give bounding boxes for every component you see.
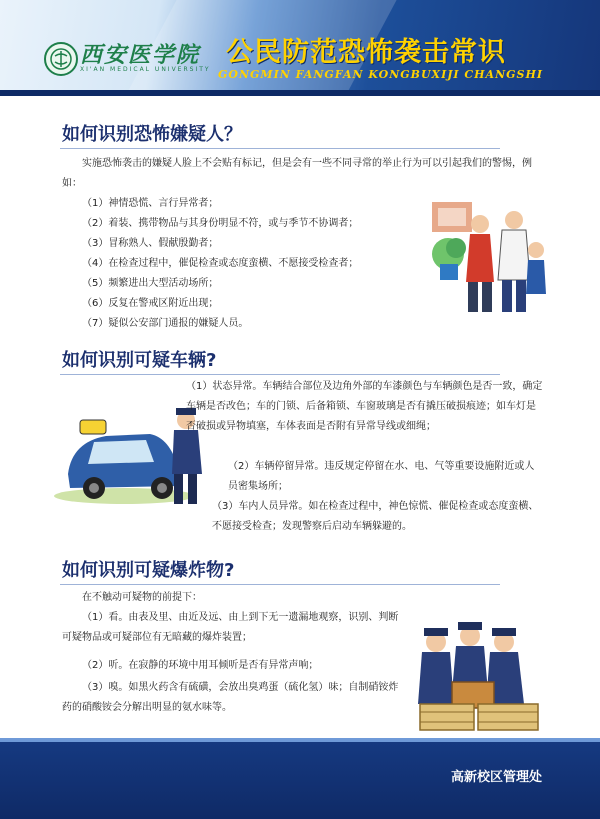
section2-item-2 — [228, 457, 544, 497]
section1-divider — [60, 148, 500, 149]
footer-bar — [0, 738, 600, 819]
university-seal-icon — [44, 42, 78, 76]
section3-item-1 — [62, 608, 402, 648]
section2-divider — [60, 374, 500, 375]
school-name: 西安医学院 — [80, 42, 201, 68]
section1-list — [82, 194, 412, 334]
section3-item-2 — [62, 656, 402, 676]
section3-item-3 — [62, 678, 402, 718]
list-item: （2）着装、携带物品与其身份明显不符，或与季节不协调者； — [82, 218, 359, 229]
list-item: （3）车内人员异常。如在检查过程中，神色惊慌、催促检查或态度蛮横、不愿接受检查；发现警察后启动车辆躲避的。 — [212, 501, 539, 532]
school-name-english: XI'AN MEDICAL UNIVERSITY — [80, 66, 211, 73]
list-item: （3）冒称熟人、假献殷勤者； — [82, 238, 219, 249]
section2-item-3 — [212, 497, 544, 537]
list-item: （1）神情恐慌、言行异常者； — [82, 198, 219, 209]
explosive-inspection-illustration — [400, 612, 550, 734]
suspect-illustration — [418, 190, 548, 318]
section1-title: 如何识别恐怖嫌疑人？ — [62, 124, 242, 145]
page-title: 公民防范恐怖袭击常识 — [226, 37, 506, 68]
list-item: （2）听。在寂静的环境中用耳倾听是否有异常声响； — [82, 660, 319, 671]
section2-item-1 — [186, 377, 544, 437]
list-item: （1）状态异常。车辆结合部位及边角外部的车漆颜色与车辆颜色是否一致，确定车辆是否改色；车的门锁、后备箱锁、车窗玻璃是否有撬压破损痕迹；如车灯是否破损或异物填塞，车体表面是否附有异常导线或细绳； — [186, 381, 543, 432]
list-item: （2）车辆停留异常。违反规定停留在水、电、气等重要设施附近或人员密集场所； — [228, 461, 535, 492]
list-item: （1）看。由表及里、由近及远、由上到下无一遗漏地观察，识别、判断可疑物品或可疑部位有无暗藏的爆炸装置； — [62, 612, 399, 643]
footer-department: 高新校区管理处 — [450, 770, 542, 785]
section1-intro: 实施恐怖袭击的嫌疑人脸上不会贴有标记，但是会有一些不同寻常的举止行为可以引起我们的警惕，例如： — [62, 158, 532, 189]
section3-title: 如何识别可疑爆炸物? — [62, 560, 235, 581]
section3-divider — [60, 584, 500, 585]
section3-body — [62, 588, 402, 608]
list-item: （3）嗅。如黑火药含有硫磺，会放出臭鸡蛋（硫化氢）味；自制硝铵炸药的硝酸铵会分解出明显的氨水味等。 — [62, 682, 399, 713]
list-item: （4）在检查过程中，催促检查或态度蛮横、不愿接受检查者； — [82, 258, 359, 269]
list-item: （7）疑似公安部门通报的嫌疑人员。 — [82, 318, 249, 329]
list-item: （6）反复在警戒区附近出现； — [82, 298, 219, 309]
section2-title: 如何识别可疑车辆? — [62, 350, 217, 371]
section1-body — [62, 154, 542, 194]
section3-intro: 在不触动可疑物的前提下： — [82, 592, 202, 603]
list-item: （5）频繁进出大型活动场所； — [82, 278, 219, 289]
header-banner — [0, 0, 600, 96]
page-subtitle: GONGMIN FANGFAN KONGBUXIJI CHANGSHI — [218, 68, 544, 81]
